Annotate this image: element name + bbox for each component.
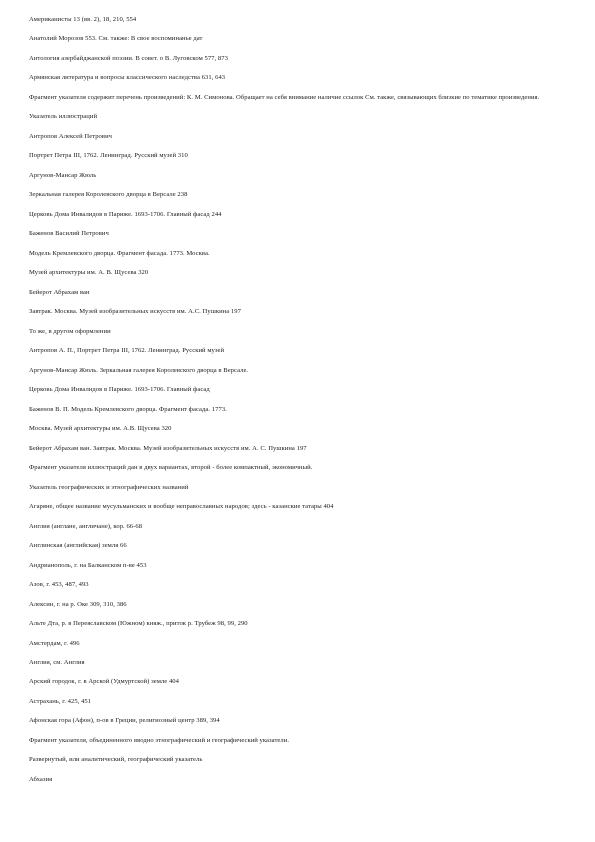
text-line: Зеркальная галерея Королевского дворца в Версале 238 — [29, 191, 188, 199]
text-line: Модель Кремлевского дворца. Фрагмент фасада. 1773. Москва. — [29, 249, 210, 257]
text-line: Антропов Алексей Петрович — [29, 132, 113, 140]
text-line: Фрагмент указателя, объединенного вводно этнографический и географический указатели. — [29, 736, 290, 744]
text-line: То же, в другом оформлении — [29, 327, 111, 335]
text-line: Андрианополь, г. на Балканском п-ве 453 — [29, 561, 147, 569]
text-line: Музей архитектуры им. А. В. Щусева 320 — [29, 269, 149, 277]
text-line: Армянская литература и вопросы классического наследства 631, 643 — [29, 74, 226, 82]
text-line: Агаряне, общее название мусульманских и вообще неправославных народов; здесь - казанские татары 404 — [29, 503, 334, 511]
text-line: Альте Дта, р. в Переяславском (Южном) княж., приток р. Трубеж 98, 99, 290 — [29, 620, 248, 628]
text-line: Антропов А. П., Портрет Петра III, 1762. Ленинград. Русский музей — [29, 347, 225, 355]
text-line: Абхазия — [29, 775, 53, 783]
text-line: Азов, г. 453, 487, 493 — [29, 581, 89, 589]
text-line: Амстердам, г. 496 — [29, 639, 80, 647]
text-line: Баженов Василий Петрович — [29, 230, 109, 238]
text-line: Алексин, г. на р. Оке 309, 310, 386 — [29, 600, 127, 608]
text-line: Американисты 13 (вв. 2), 18, 210, 554 — [29, 16, 137, 23]
text-line: Англия, см. Англия — [29, 658, 85, 666]
text-line: Фрагмент указателя содержит перечень произведений: К. М. Симонова. Обращает на себя внимание наличие ссылок См. также, связывающих близкие по тематике произведения. — [29, 93, 540, 101]
text-line: Аргунов-Мансар Жюль. Зеркальная галерея Королевского дворца в Версале. — [29, 366, 249, 374]
text-line: Развернутый, или аналитический, географический указатель — [29, 756, 203, 764]
text-line: Указатель иллюстраций — [29, 113, 98, 121]
text-line: Фрагмент указателя иллюстраций дан в двух вариантах, второй - более компактный, экономичный. — [29, 464, 313, 472]
text-line: Англия (англане, англичане), кор. 66-68 — [29, 522, 143, 530]
text-line: Антология азербайджанской поэзии. В совет. о В. Луговском 577, 873 — [29, 54, 228, 62]
text-line: Баженов В. П. Модель Кремлевского дворца. Фрагмент фасада. 1773. — [29, 405, 227, 413]
text-line: Аргунов-Мансар Жюль — [29, 171, 97, 179]
text-line: Портрет Петра III, 1762. Ленинград. Русский музей 310 — [29, 152, 188, 160]
text-line: Англинская (английская) земля 66 — [29, 542, 127, 550]
text-line: Афонская гора (Афон), п-ов в Греции, религиозный центр 389, 394 — [29, 717, 220, 725]
text-line: Анатолий Морозов 553. См. также: В свое воспоминанье дат — [29, 35, 203, 43]
text-line: Бейерот Абрахам ван — [29, 288, 90, 296]
text-line: Арский городок, г. в Арской (Удмуртской) земле 404 — [29, 678, 179, 686]
text-line: Завтрак. Москва. Музей изобразительных искусств им. А.С. Пушкина 197 — [29, 308, 241, 316]
text-line: Москва. Музей архитектуры им. А.В. Щусева 320 — [29, 425, 172, 433]
text-line: Астрахань, г. 425, 451 — [29, 697, 92, 705]
text-line: Бейерот Абрахам ван. Завтрак. Москва. Музей изобразительных искусств им. А. С. Пушкина 197 — [29, 444, 307, 452]
text-line: Церковь Дома Инвалидов в Париже. 1693-1706. Главный фасад — [29, 386, 210, 394]
text-line: Церковь Дома Инвалидов в Париже. 1693-1706. Главный фасад 244 — [29, 210, 222, 218]
text-line: Указатель географических и этнографических названий — [29, 483, 189, 491]
